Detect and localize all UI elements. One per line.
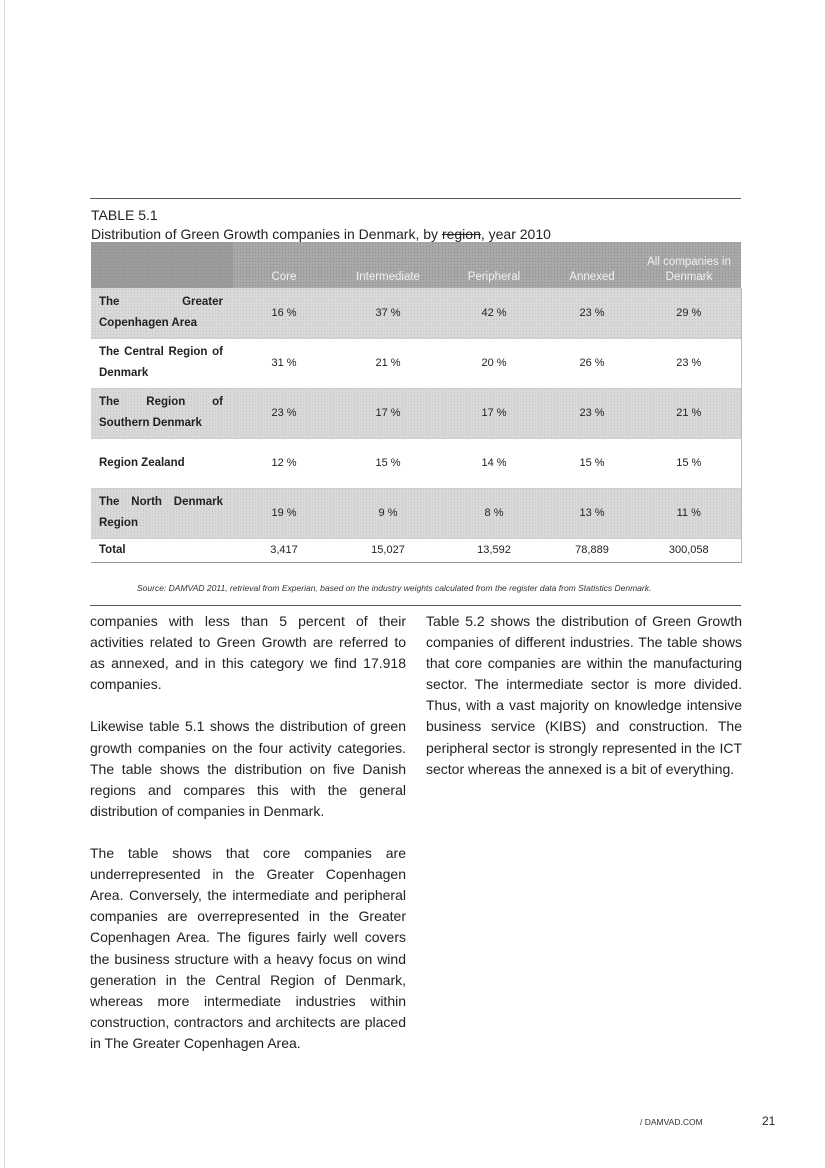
body-paragraph: The table shows that core companies are underrepresented in the Greater Copenhagen Area. Conversely, the intermediate and peripheral companies are overrepresented in the Greater Copenhagen Area. The figures fairly well covers the business structure with a heavy focus on wind generation in the Central Region of Denmark, whereas more intermediate industries within construction, contractors and architects are placed in The Greater Copenhagen Area. [90, 845, 406, 1051]
footer-website: / DAMVAD.COM [640, 1117, 703, 1127]
table-cell: 17 % [335, 388, 441, 438]
table-row [91, 488, 741, 538]
row-label: The North Denmark Region [91, 488, 233, 538]
table-cell: 9 % [335, 488, 441, 538]
table-cell: 21 % [375, 357, 401, 369]
table-row [91, 438, 741, 488]
table-cell: 13 % [547, 488, 637, 538]
table-cell: 42 % [441, 288, 547, 338]
row-label: Total [99, 543, 126, 556]
table-cell: 12 % [271, 457, 297, 469]
section-divider [90, 605, 741, 606]
table-row [91, 338, 741, 388]
table-cell: 23 % [637, 338, 741, 388]
table-cell: 23 % [547, 288, 637, 338]
table-cell: 11 % [637, 488, 741, 538]
table-cell: 15 % [637, 438, 741, 488]
table-source-note: Source: DAMVAD 2011, retrieval from Experian, based on the industry weights calculated from the register data from Statistics Denmark. [137, 583, 652, 593]
table-header-row [91, 242, 741, 288]
row-label: The Greater Copenhagen Area [91, 288, 233, 338]
table-row [91, 388, 741, 438]
table-cell: 15,027 [371, 544, 405, 556]
page-number: 21 [762, 1114, 776, 1128]
caption-struck-word: region [441, 226, 481, 242]
column-header: Core [233, 242, 335, 288]
row-label: Region Zealand [99, 456, 185, 469]
table-caption [91, 226, 551, 242]
table-cell: 29 % [637, 288, 741, 338]
table-cell: 17 % [441, 388, 547, 438]
table-cell: 37 % [335, 288, 441, 338]
table-cell: 26 % [579, 357, 605, 369]
column-header: Peripheral [441, 242, 547, 288]
table-row [91, 288, 741, 338]
row-label: The Region of Southern Denmark [91, 388, 233, 438]
table-cell: 8 % [441, 488, 547, 538]
caption-text-end: , year 2010 [480, 226, 551, 242]
table-cell: 16 % [233, 288, 335, 338]
table-cell: 14 % [481, 457, 507, 469]
row-label: The Central Region of Denmark [99, 346, 223, 379]
table-label: TABLE 5.1 [91, 207, 158, 223]
caption-text: Distribution of Green Growth companies in Denmark, by [91, 226, 442, 242]
table-cell: 19 % [233, 488, 335, 538]
table-cell: 31 % [271, 357, 297, 369]
table-cell: 21 % [637, 388, 741, 438]
table-cell: 15 % [375, 457, 401, 469]
table-cell: 23 % [233, 388, 335, 438]
table-cell: 300,058 [637, 538, 741, 562]
body-paragraph: Likewise table 5.1 shows the distribution of green growth companies on the four activity categories. The table shows the distribution on five Danish regions and compares this with the general distribution of companies in Denmark. [90, 718, 406, 819]
column-header: Intermediate [335, 242, 441, 288]
total-row [91, 538, 741, 562]
table-cell: 78,889 [575, 544, 609, 556]
right-text-column [426, 611, 742, 801]
header-stub [91, 242, 233, 288]
body-paragraph: Table 5.2 shows the distribution of Green Growth companies of different industries. The table shows that core companies are within the manufacturing sector. The intermediate sector is more divided. Thus, with a vast majority on knowledge intensive business service (KIBS) and construction. The peripheral sector is strongly represented in the ICT sector whereas the annexed is a bit of everything. [426, 613, 742, 777]
body-paragraph: companies with less than 5 percent of their activities related to Green Growth are referred to as annexed, and in this category we find 17.918 companies. [90, 613, 406, 693]
left-text-column [90, 611, 406, 1075]
distribution-table [91, 242, 742, 563]
column-header: All companies in Denmark [637, 242, 741, 288]
table-cell: 3,417 [270, 544, 298, 556]
column-header: Annexed [547, 242, 637, 288]
page-edge-line [4, 0, 5, 1168]
table-cell: 13,592 [477, 544, 511, 556]
table-cell: 23 % [547, 388, 637, 438]
table-cell: 20 % [481, 357, 507, 369]
table-cell: 15 % [579, 457, 605, 469]
top-divider [90, 198, 741, 199]
